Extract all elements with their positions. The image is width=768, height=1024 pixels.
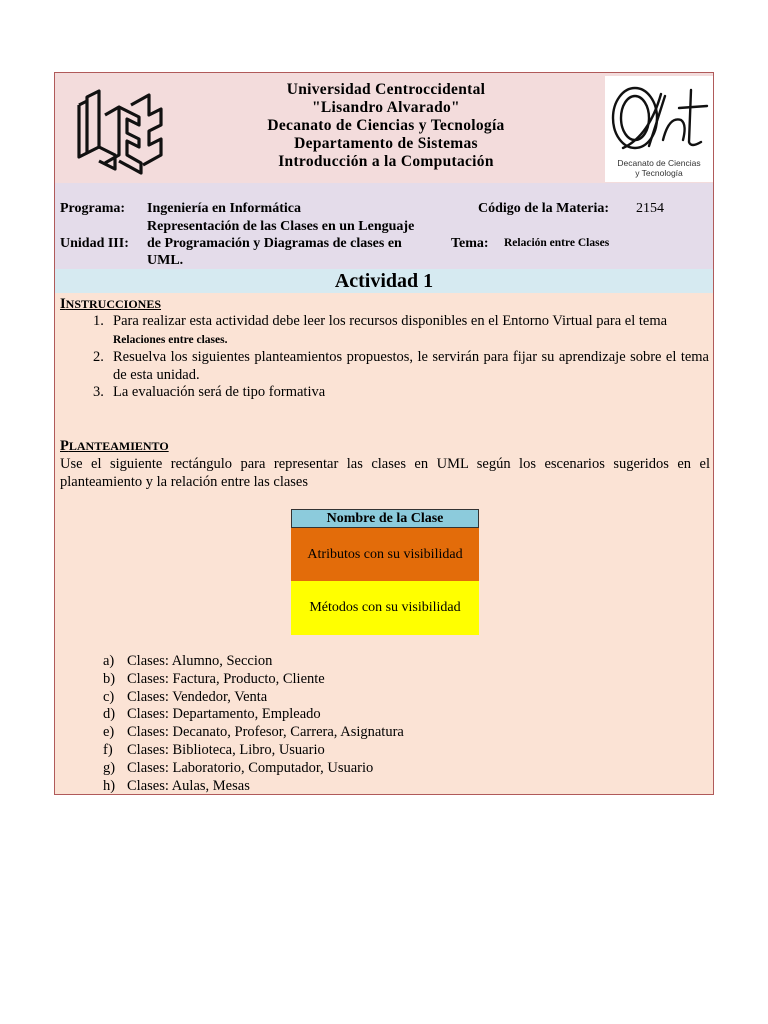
item-text: Clases: Alumno, Seccion	[127, 653, 273, 669]
heading-initial: I	[60, 296, 66, 312]
list-item	[103, 689, 703, 707]
tema-label: Tema:	[451, 236, 489, 251]
university-logo-icon	[69, 85, 169, 181]
activity-bar	[55, 269, 713, 293]
item-text: Clases: Decanato, Profesor, Carrera, Asignatura	[127, 724, 404, 741]
item-letter: d)	[103, 706, 116, 723]
item-text: Resuelva los siguientes planteamientos propuestos, le servirán para fijar su aprendizaje sobre el tema de esta unidad.	[113, 349, 709, 383]
item-number: 1.	[93, 313, 104, 329]
codigo-value: 2154	[636, 201, 664, 216]
uml-attributes: Atributos con su visibilidad	[291, 528, 479, 581]
programa-label: Programa:	[60, 201, 126, 216]
codigo-label: Código de la Materia:	[478, 201, 610, 216]
list-item	[103, 706, 703, 724]
item-text: Clases: Biblioteca, Libro, Usuario	[127, 741, 325, 758]
item-number: 2.	[93, 349, 104, 365]
item-text: Clases: Factura, Producto, Cliente	[127, 670, 325, 687]
unidad-label: Unidad III:	[60, 236, 129, 251]
list-item	[103, 724, 703, 742]
header-line: Departamento de Sistemas	[294, 135, 478, 152]
tema-value: Relación entre Clases	[504, 237, 610, 249]
unidad-value-line-2: de Programación y Diagramas de clases en	[147, 236, 402, 251]
header-line: Introducción a la Computación	[278, 153, 494, 170]
list-item	[103, 742, 703, 760]
item-letter: b)	[103, 670, 116, 687]
item-letter: a)	[103, 653, 115, 669]
item-text: Clases: Vendedor, Venta	[127, 688, 268, 705]
heading-rest: NSTRUCCIONES	[65, 297, 162, 311]
activity-title: Actividad 1	[334, 270, 434, 292]
item-text: La evaluación será de tipo formativa	[113, 384, 326, 400]
caption-line: y Tecnología	[635, 168, 683, 178]
list-item	[103, 671, 703, 689]
item-letter: h)	[103, 777, 116, 794]
item-text	[113, 312, 709, 349]
header-line: Universidad Centroccidental	[286, 81, 486, 98]
list-item	[103, 760, 703, 778]
uml-methods: Métodos con su visibilidad	[291, 581, 479, 635]
planteamiento-text: Use el siguiente rectángulo para representar las clases en UML según los escenarios sugeridos en el planteamiento y la relación entre las clases	[60, 456, 710, 490]
item-text-topic: Relaciones entre clases.	[113, 334, 228, 346]
course-info	[55, 183, 713, 269]
item-letter: g)	[103, 759, 116, 776]
unidad-value-line-3: UML.	[147, 253, 184, 268]
heading-initial: P	[60, 438, 69, 454]
list-item	[103, 778, 703, 796]
item-letter: e)	[103, 724, 115, 741]
document-header	[55, 73, 713, 183]
item-letter: c)	[103, 688, 115, 705]
item-text-main: Para realizar esta actividad debe leer los recursos disponibles en el Entorno Virtual para el tema	[113, 313, 668, 329]
item-number: 3.	[93, 384, 104, 400]
item-text: Clases: Laboratorio, Computador, Usuario	[127, 759, 374, 776]
heading-rest: LANTEAMIENTO	[68, 439, 169, 453]
programa-value: Ingeniería en Informática	[147, 201, 301, 216]
caption-line: Decanato de Ciencias	[617, 158, 701, 168]
instructions-list	[93, 312, 710, 401]
header-line: Decanato de Ciencias y Tecnología	[267, 117, 505, 134]
item-letter: f)	[103, 741, 113, 758]
header-line: "Lisandro Alvarado"	[312, 99, 460, 116]
unidad-value-line-1: Representación de las Clases en un Lenguaje	[147, 219, 415, 234]
uml-class-template	[291, 509, 479, 635]
list-item	[93, 312, 710, 348]
item-text: Clases: Departamento, Empleado	[127, 706, 321, 723]
institution-title	[170, 81, 602, 171]
faculty-logo-icon	[605, 76, 713, 182]
list-item	[93, 383, 710, 401]
classes-list	[103, 653, 703, 795]
faculty-logo-caption	[605, 158, 713, 178]
instructions-heading	[60, 295, 161, 313]
uml-class-name: Nombre de la Clase	[291, 509, 479, 528]
list-item	[103, 653, 703, 671]
item-text: Clases: Aulas, Mesas	[127, 777, 250, 794]
planteamiento-heading	[60, 437, 169, 455]
list-item	[93, 348, 710, 383]
document-frame	[54, 72, 714, 795]
